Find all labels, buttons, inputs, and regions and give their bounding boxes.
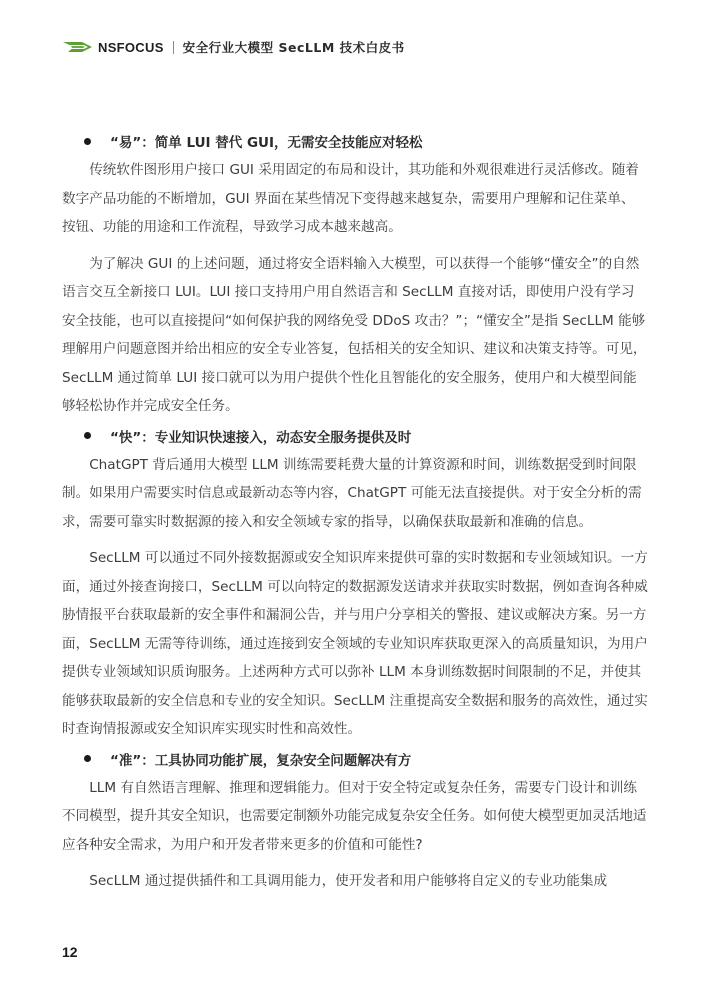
page-number: 12 xyxy=(62,944,78,960)
paragraph: 传统软件图形用户接口 GUI 采用固定的布局和设计，其功能和外观很难进行灵活修改。随着数字产品功能的不断增加，GUI 界面在某些情况下变得越来越复杂，需要用户理解和记住菜单、按钮、功能的用途和工作流程，导致学习成本越来越高。 xyxy=(62,162,639,235)
bullet-icon xyxy=(84,138,91,145)
section-heading-text: “易”：简单 LUI 替代 GUI，无需安全技能应对轻松 xyxy=(110,135,423,151)
paragraph: SecLLM 可以通过不同外接数据源或安全知识库来提供可靠的实时数据和专业领域知识。一方面，通过外接查询接口，SecLLM 可以向特定的数据源发送请求并获取实时数据，例如查询各种威胁情报平台获取最新的安全事件和漏洞公告，并与用户分享相关的警报、建议或解决方案。另一方面，SecLLM 无需等待训练，通过连接到安全领域的专业知识库获取更深入的高质量知识，为用户提供专业领域知识质询服务。上述两种方式可以弥补 LLM 本身训练数据时间限制的不足，并使其能够获取最新的安全信息和专业的安全知识。SecLLM 注重提高安全数据和服务的高效性，通过实时查询情报源或安全知识库实现实时性和高效性。 xyxy=(62,550,648,737)
page-header xyxy=(62,36,405,58)
logo-mark-icon xyxy=(62,39,96,55)
section-heading-text: “准”：工具协同功能扩展，复杂安全问题解决有方 xyxy=(110,752,412,769)
paragraph: 为了解决 GUI 的上述问题，通过将安全语料输入大模型，可以获得一个能够“懂安全”的自然语言交互全新接口 LUI。LUI 接口支持用户用自然语言和 SecLLM 直接对话，即使用户没有学习安全技能，也可以直接提问“如何保护我的网络免受 DDoS 攻击？”；“懂安全”是指 SecLLM 能够理解用户问题意图并给出相应的安全专业答复，包括相关的安全知识、建议和决策支持等。可见，SecLLM 通过简单 LUI 接口就可以为用户提供个性化且智能化的安全服务，使用户和大模型间能够轻松协作并完成安全任务。 xyxy=(62,255,647,414)
page-body xyxy=(62,126,648,896)
header-divider xyxy=(173,41,174,54)
section-heading-fast xyxy=(62,421,648,451)
document-title: 安全行业大模型 SecLLM 技术白皮书 xyxy=(182,40,405,55)
paragraph: ChatGPT 背后通用大模型 LLM 训练需要耗费大量的计算资源和时间，训练数据受到时间限制。如果用户需要实时信息或最新动态等内容，ChatGPT 可能无法直接提供。对于安全分析的需求，需要可靠实时数据源的接入和安全领域专家的指导，以确保获取最新和准确的信息。 xyxy=(62,456,642,530)
bullet-icon xyxy=(84,432,91,439)
section-heading-accurate xyxy=(62,744,648,774)
paragraph: SecLLM 通过提供插件和工具调用能力，使开发者和用户能够将自定义的专业功能集成 xyxy=(89,873,608,889)
section-heading-text: “快”：专业知识快速接入，动态安全服务提供及时 xyxy=(110,429,412,446)
section-heading-easy xyxy=(62,126,648,156)
nsfocus-logo xyxy=(62,39,164,55)
paragraph: LLM 有自然语言理解、推理和逻辑能力。但对于安全特定或复杂任务，需要专门设计和训练不同模型，提升其安全知识，也需要定制额外功能完成复杂安全任务。如何使大模型更加灵活地适应各种安全需求，为用户和开发者带来更多的价值和可能性? xyxy=(62,779,647,853)
brand-name: NSFOCUS xyxy=(98,39,164,55)
bullet-icon xyxy=(84,755,91,762)
